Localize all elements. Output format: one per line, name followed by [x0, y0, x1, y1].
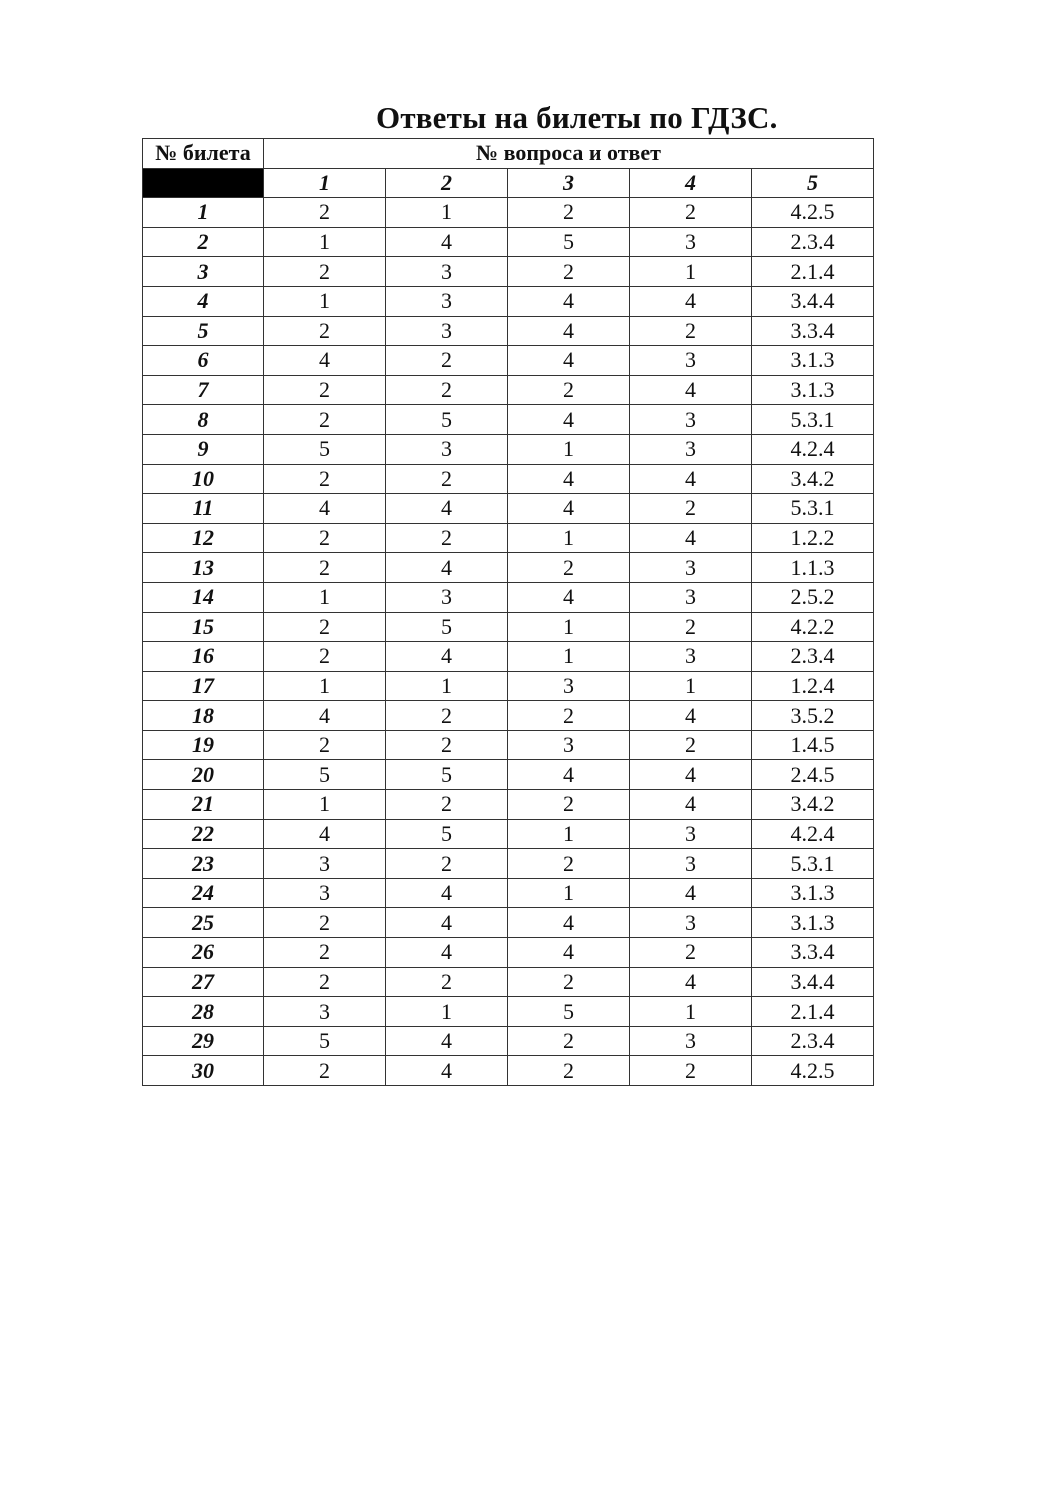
table-row [143, 494, 874, 524]
ticket-number-cell: 16 [143, 642, 264, 672]
answer-cell: 1 [264, 286, 386, 316]
answer-cell: 2 [264, 1056, 386, 1086]
answer-cell: 5 [386, 612, 508, 642]
question-number-cell: 1 [264, 168, 386, 198]
answer-cell: 2 [386, 464, 508, 494]
answer-cell: 4 [630, 878, 752, 908]
table-row [143, 316, 874, 346]
answer-cell: 2 [386, 346, 508, 376]
answer-cell: 2 [508, 257, 630, 287]
answer-cell: 5 [508, 227, 630, 257]
answer-cell: 1 [386, 671, 508, 701]
answer-cell: 4.2.5 [752, 1056, 874, 1086]
answer-cell: 4 [630, 375, 752, 405]
table-row [143, 878, 874, 908]
ticket-number-cell: 14 [143, 582, 264, 612]
answer-cell: 3 [386, 582, 508, 612]
table-row [143, 1026, 874, 1056]
answer-cell: 1.4.5 [752, 730, 874, 760]
answer-cell: 3.1.3 [752, 346, 874, 376]
answer-cell: 4 [264, 346, 386, 376]
answer-cell: 2 [630, 494, 752, 524]
answer-cell: 3.5.2 [752, 701, 874, 731]
table-row [143, 375, 874, 405]
answer-cell: 1 [386, 997, 508, 1027]
ticket-number-cell: 2 [143, 227, 264, 257]
table-row [143, 257, 874, 287]
answer-cell: 1 [264, 582, 386, 612]
answers-table [142, 138, 874, 1086]
answer-cell: 3.4.4 [752, 286, 874, 316]
answer-cell: 3 [508, 730, 630, 760]
answer-cell: 5.3.1 [752, 849, 874, 879]
answer-cell: 2.4.5 [752, 760, 874, 790]
question-number-cell: 4 [630, 168, 752, 198]
ticket-number-cell: 19 [143, 730, 264, 760]
answer-cell: 2 [264, 938, 386, 968]
table-row [143, 227, 874, 257]
answer-cell: 2 [264, 257, 386, 287]
answer-cell: 2 [630, 938, 752, 968]
ticket-number-cell: 7 [143, 375, 264, 405]
question-number-cell: 2 [386, 168, 508, 198]
table-row [143, 671, 874, 701]
answer-cell: 2 [264, 967, 386, 997]
answer-cell: 3 [386, 316, 508, 346]
answer-cell: 4 [386, 878, 508, 908]
answer-cell: 4 [386, 1056, 508, 1086]
answer-cell: 4 [264, 819, 386, 849]
answer-cell: 2 [386, 790, 508, 820]
answer-cell: 2 [386, 967, 508, 997]
answer-cell: 2 [630, 1056, 752, 1086]
answer-cell: 3 [630, 346, 752, 376]
answer-cell: 4 [630, 464, 752, 494]
answer-cell: 2 [508, 1056, 630, 1086]
answer-cell: 2 [386, 375, 508, 405]
answer-cell: 2 [264, 198, 386, 228]
answer-cell: 3 [386, 257, 508, 287]
answer-cell: 2 [508, 375, 630, 405]
answer-cell: 3 [630, 405, 752, 435]
ticket-number-cell: 29 [143, 1026, 264, 1056]
answer-cell: 1 [264, 227, 386, 257]
answer-cell: 1 [508, 523, 630, 553]
ticket-number-cell: 12 [143, 523, 264, 553]
question-number-cell: 3 [508, 168, 630, 198]
answer-cell: 3.3.4 [752, 938, 874, 968]
ticket-number-cell: 10 [143, 464, 264, 494]
table-row [143, 997, 874, 1027]
ticket-number-cell: 25 [143, 908, 264, 938]
table-row [143, 346, 874, 376]
answer-cell: 4 [508, 938, 630, 968]
ticket-number-cell: 11 [143, 494, 264, 524]
table-row [143, 612, 874, 642]
answer-cell: 2.5.2 [752, 582, 874, 612]
answer-cell: 1.1.3 [752, 553, 874, 583]
answer-cell: 1 [508, 878, 630, 908]
answer-cell: 2.3.4 [752, 642, 874, 672]
answer-cell: 1 [630, 671, 752, 701]
questions-column-header: № вопроса и ответ [264, 139, 874, 169]
ticket-number-cell: 18 [143, 701, 264, 731]
answer-cell: 2 [508, 967, 630, 997]
answer-cell: 2 [264, 553, 386, 583]
answer-cell: 3 [508, 671, 630, 701]
answer-cell: 4 [630, 790, 752, 820]
answer-cell: 4 [386, 553, 508, 583]
answer-cell: 2 [508, 1026, 630, 1056]
table-row [143, 938, 874, 968]
answer-cell: 5 [264, 1026, 386, 1056]
table-row [143, 198, 874, 228]
answer-cell: 4 [264, 494, 386, 524]
answer-cell: 4 [386, 642, 508, 672]
answer-cell: 3 [630, 553, 752, 583]
ticket-number-cell: 15 [143, 612, 264, 642]
ticket-number-cell: 9 [143, 434, 264, 464]
answer-cell: 1 [508, 819, 630, 849]
answer-cell: 2.3.4 [752, 227, 874, 257]
answer-cell: 5 [386, 405, 508, 435]
answer-cell: 2 [264, 375, 386, 405]
answer-cell: 2 [630, 730, 752, 760]
table-row [143, 819, 874, 849]
answer-cell: 4 [630, 760, 752, 790]
answer-cell: 5 [386, 760, 508, 790]
ticket-number-cell: 26 [143, 938, 264, 968]
answer-cell: 3 [264, 878, 386, 908]
answer-cell: 5 [264, 760, 386, 790]
answer-cell: 5 [264, 434, 386, 464]
ticket-number-cell: 20 [143, 760, 264, 790]
answer-cell: 4 [508, 582, 630, 612]
ticket-number-cell: 4 [143, 286, 264, 316]
answer-cell: 3.1.3 [752, 878, 874, 908]
answer-cell: 3.3.4 [752, 316, 874, 346]
table-row [143, 405, 874, 435]
answer-cell: 2 [264, 316, 386, 346]
answer-cell: 3.4.4 [752, 967, 874, 997]
answer-cell: 2 [508, 849, 630, 879]
table-row [143, 908, 874, 938]
answer-cell: 4 [264, 701, 386, 731]
answer-cell: 1 [508, 612, 630, 642]
table-row [143, 434, 874, 464]
answer-cell: 2 [386, 701, 508, 731]
answer-cell: 4 [508, 908, 630, 938]
answer-cell: 4 [508, 494, 630, 524]
answer-cell: 2.1.4 [752, 997, 874, 1027]
answer-cell: 1 [508, 642, 630, 672]
answer-cell: 2.3.4 [752, 1026, 874, 1056]
answers-table-body [143, 139, 874, 1086]
table-row [143, 1056, 874, 1086]
answer-cell: 3 [386, 286, 508, 316]
answer-cell: 4 [630, 286, 752, 316]
answer-cell: 4 [508, 316, 630, 346]
answer-cell: 1 [264, 790, 386, 820]
answer-cell: 3.1.3 [752, 908, 874, 938]
question-number-row [143, 168, 874, 198]
ticket-number-cell: 23 [143, 849, 264, 879]
table-row [143, 849, 874, 879]
answer-cell: 3 [630, 1026, 752, 1056]
table-row [143, 523, 874, 553]
answer-cell: 4.2.2 [752, 612, 874, 642]
ticket-number-cell: 27 [143, 967, 264, 997]
answer-cell: 4 [630, 967, 752, 997]
answer-cell: 1.2.2 [752, 523, 874, 553]
question-number-cell: 5 [752, 168, 874, 198]
answer-cell: 2 [630, 316, 752, 346]
answer-cell: 1 [508, 434, 630, 464]
table-row [143, 760, 874, 790]
answer-cell: 4 [386, 938, 508, 968]
table-row [143, 464, 874, 494]
ticket-column-header: № билета [143, 139, 264, 169]
answer-cell: 2 [264, 405, 386, 435]
ticket-number-cell: 6 [143, 346, 264, 376]
answer-cell: 2 [508, 790, 630, 820]
answer-cell: 3 [386, 434, 508, 464]
answer-cell: 2 [264, 642, 386, 672]
answer-cell: 2.1.4 [752, 257, 874, 287]
ticket-number-cell: 22 [143, 819, 264, 849]
answer-cell: 2 [264, 612, 386, 642]
answer-cell: 2 [508, 198, 630, 228]
table-row [143, 790, 874, 820]
answer-cell: 4 [630, 523, 752, 553]
answer-cell: 3.4.2 [752, 464, 874, 494]
answer-cell: 2 [264, 464, 386, 494]
answer-cell: 3.1.3 [752, 375, 874, 405]
answer-cell: 4 [508, 346, 630, 376]
answer-cell: 5.3.1 [752, 405, 874, 435]
ticket-number-cell: 8 [143, 405, 264, 435]
answer-cell: 4 [386, 1026, 508, 1056]
table-row [143, 730, 874, 760]
answer-cell: 3 [630, 642, 752, 672]
answer-cell: 1 [630, 997, 752, 1027]
ticket-number-cell: 21 [143, 790, 264, 820]
answer-cell: 3 [630, 849, 752, 879]
table-row [143, 642, 874, 672]
answer-cell: 1.2.4 [752, 671, 874, 701]
table-row [143, 553, 874, 583]
answer-cell: 5 [508, 997, 630, 1027]
answer-cell: 5.3.1 [752, 494, 874, 524]
answer-cell: 3 [264, 849, 386, 879]
answer-cell: 2 [386, 730, 508, 760]
answer-cell: 2 [264, 730, 386, 760]
ticket-number-cell: 28 [143, 997, 264, 1027]
answer-cell: 2 [508, 553, 630, 583]
answer-cell: 2 [386, 849, 508, 879]
header-row [143, 139, 874, 169]
ticket-number-cell: 1 [143, 198, 264, 228]
document-title: Ответы на билеты по ГДЗС. [376, 100, 778, 135]
answer-cell: 4 [630, 701, 752, 731]
answer-cell: 1 [386, 198, 508, 228]
answer-cell: 1 [264, 671, 386, 701]
answer-cell: 5 [386, 819, 508, 849]
answer-cell: 1 [630, 257, 752, 287]
answer-cell: 2 [508, 701, 630, 731]
answer-cell: 4 [508, 464, 630, 494]
answer-cell: 4 [508, 405, 630, 435]
answer-cell: 3 [264, 997, 386, 1027]
black-header-cell [143, 168, 264, 198]
answer-cell: 4 [386, 494, 508, 524]
answer-cell: 3 [630, 908, 752, 938]
answer-cell: 4 [386, 227, 508, 257]
answer-cell: 4 [508, 286, 630, 316]
answer-cell: 4.2.5 [752, 198, 874, 228]
ticket-number-cell: 13 [143, 553, 264, 583]
answer-cell: 2 [264, 523, 386, 553]
answer-cell: 3 [630, 227, 752, 257]
answer-cell: 2 [264, 908, 386, 938]
ticket-number-cell: 17 [143, 671, 264, 701]
table-row [143, 286, 874, 316]
answer-cell: 2 [630, 612, 752, 642]
answer-cell: 3 [630, 819, 752, 849]
answer-cell: 4.2.4 [752, 819, 874, 849]
answer-cell: 2 [630, 198, 752, 228]
ticket-number-cell: 3 [143, 257, 264, 287]
answer-cell: 3 [630, 434, 752, 464]
ticket-number-cell: 30 [143, 1056, 264, 1086]
ticket-number-cell: 24 [143, 878, 264, 908]
answer-cell: 3 [630, 582, 752, 612]
answer-cell: 4 [386, 908, 508, 938]
ticket-number-cell: 5 [143, 316, 264, 346]
table-row [143, 967, 874, 997]
table-row [143, 582, 874, 612]
answer-cell: 2 [386, 523, 508, 553]
answer-cell: 4 [508, 760, 630, 790]
answer-cell: 4.2.4 [752, 434, 874, 464]
answer-cell: 3.4.2 [752, 790, 874, 820]
table-row [143, 701, 874, 731]
